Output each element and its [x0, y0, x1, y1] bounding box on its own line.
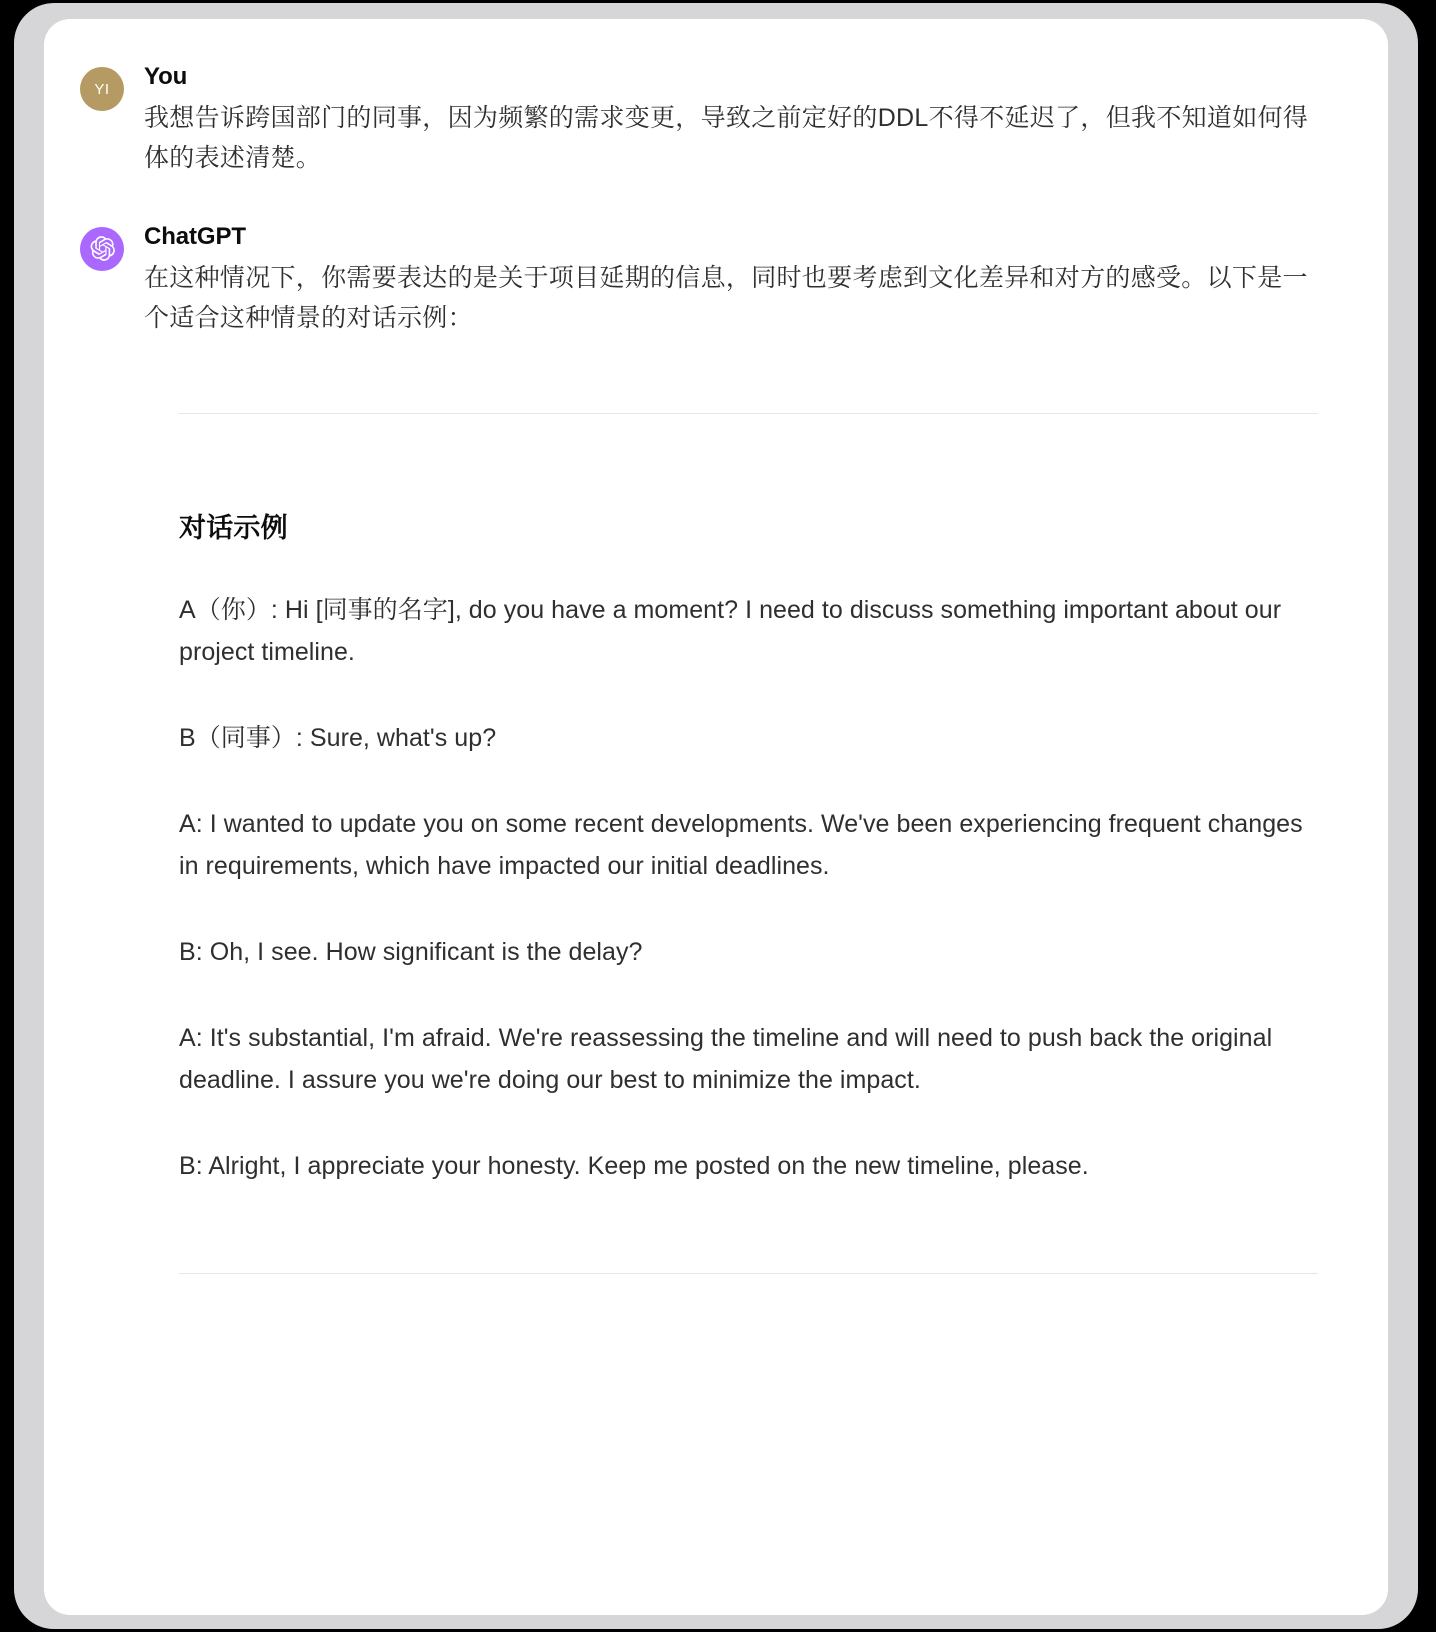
dialog-line: B: Alright, I appreciate your honesty. Keep me posted on the new timeline, please. — [179, 1151, 1089, 1180]
device-frame — [14, 3, 1418, 1629]
dialog-line: A: I wanted to update you on some recent developments. We've been experiencing frequent changes in requirements, which have impacted our initial deadlines. — [179, 809, 1303, 880]
message-assistant — [44, 223, 1388, 339]
dialog-line: B: Oh, I see. How significant is the delay? — [179, 937, 643, 966]
message-author-assistant: ChatGPT — [144, 222, 246, 250]
message-text-user: 我想告诉跨国部门的同事，因为频繁的需求变更，导致之前定好的DDL不得不延迟了，但我不知道如何得体的表述清楚。 — [144, 103, 1309, 173]
section-divider-top — [179, 413, 1318, 414]
dialog-example-section — [44, 506, 1388, 1187]
section-title: 对话示例 — [179, 512, 288, 543]
conversation-thread — [44, 19, 1388, 1274]
avatar-initials: YI — [94, 80, 110, 98]
message-author-user: You — [144, 63, 188, 90]
message-user — [44, 63, 1388, 179]
dialog-line: A: It's substantial, I'm afraid. We're reassessing the timeline and will need to push back the original deadline. I assure you we're doing our best to minimize the impact. — [179, 1023, 1273, 1094]
openai-logo-icon — [80, 227, 124, 271]
user-avatar-icon — [80, 67, 124, 111]
section-divider-bottom — [179, 1273, 1318, 1274]
chat-window — [44, 19, 1388, 1615]
dialog-line: A（你）: Hi [同事的名字], do you have a moment? I need to discuss something important about our project timeline. — [179, 595, 1282, 666]
message-text-assistant: 在这种情况下，你需要表达的是关于项目延期的信息，同时也要考虑到文化差异和对方的感受。以下是一个适合这种情景的对话示例： — [144, 263, 1308, 333]
dialog-line: B（同事）: Sure, what's up? — [179, 723, 497, 752]
